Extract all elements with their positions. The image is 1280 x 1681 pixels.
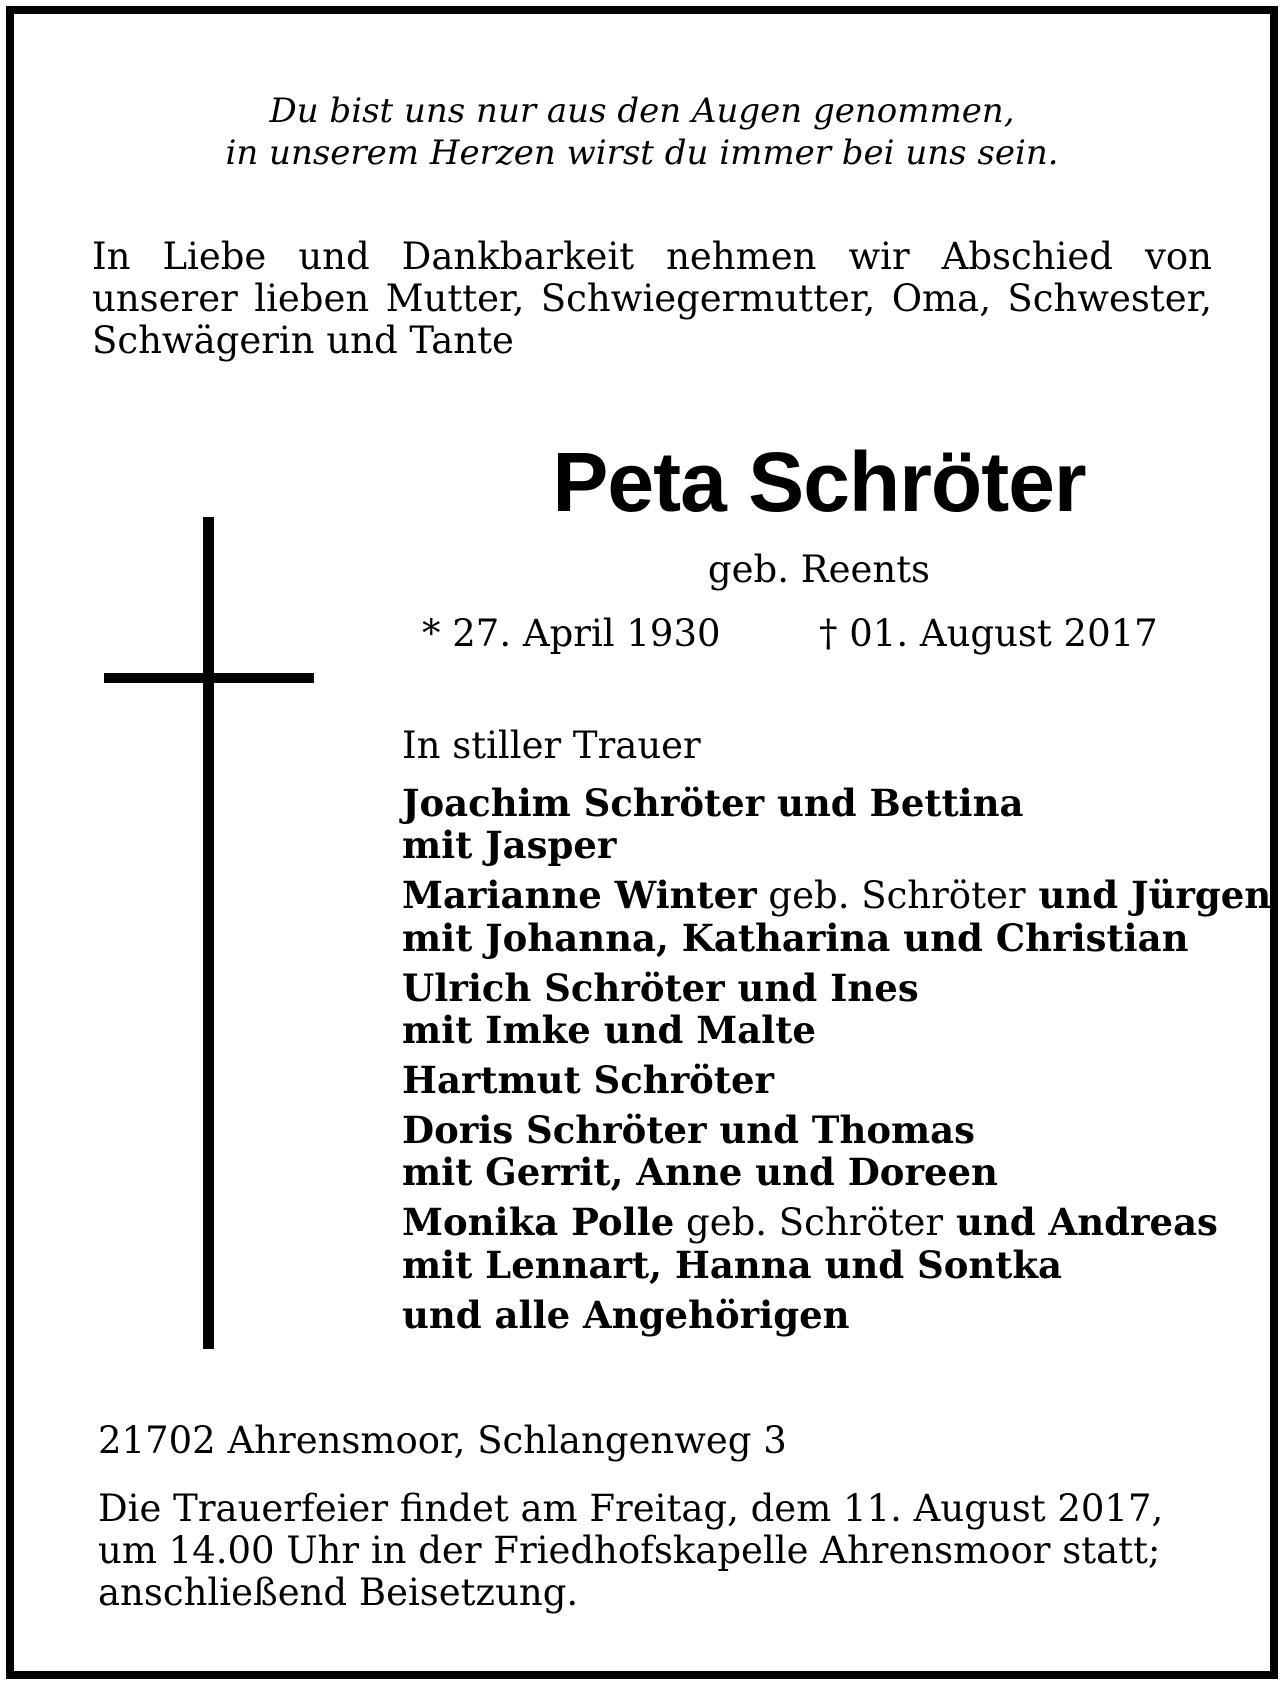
obituary-notice [14, 14, 1270, 1671]
mourner-partner: und Andreas [943, 1200, 1218, 1244]
mourner-list [402, 781, 1272, 1344]
mourner-entry [402, 1109, 1222, 1193]
mourning-heading: In stiller Trauer [402, 724, 701, 767]
intro-line: unserer lieben Mutter, Schwiegermutter, Oma, Schwester, [92, 277, 1212, 320]
mourner-entry [402, 782, 1222, 866]
mourner-entry [402, 967, 1222, 1051]
obituary-frame [6, 6, 1278, 1679]
mourner-line: und alle Angehörigen [402, 1293, 850, 1337]
motto [14, 90, 1270, 174]
intro-line: Schwägerin und Tante [92, 319, 514, 362]
cross-bar [104, 673, 314, 683]
birth-name: geb. Reents [707, 548, 931, 591]
address: 21702 Ahrensmoor, Schlangenweg 3 [98, 1419, 787, 1462]
mourner-line: Ulrich Schröter und Ines [402, 966, 919, 1010]
service-info [98, 1488, 1163, 1614]
mourner-line: Joachim Schröter und Bettina [402, 781, 1024, 825]
mourner-line: mit Lennart, Hanna und Sontka [402, 1243, 1063, 1287]
mourner-name: Monika Polle [402, 1200, 675, 1244]
mourner-entry [402, 1201, 1222, 1286]
mourner-line: mit Johanna, Katharina und Christian [402, 916, 1189, 960]
intro-line: In Liebe und Dankbarkeit nehmen wir Abschied von [92, 235, 1212, 278]
mourner-line [402, 1201, 1222, 1244]
service-line: um 14.00 Uhr in der Friedhofskapelle Ahrensmoor statt; [98, 1529, 1161, 1572]
cross-icon [203, 517, 214, 1349]
mourner-line: Doris Schröter und Thomas [402, 1108, 975, 1152]
intro-text [92, 236, 1212, 362]
mourner-line: Hartmut Schröter [402, 1058, 774, 1102]
mourner-entry [402, 1059, 1222, 1101]
mourner-line: mit Imke und Malte [402, 1008, 816, 1052]
mourner-name: Marianne Winter [402, 873, 757, 917]
mourner-birth-name: geb. Schröter [674, 1201, 944, 1244]
mourner-line: mit Gerrit, Anne und Doreen [402, 1150, 998, 1194]
motto-line: in unserem Herzen wirst du immer bei uns sein. [225, 133, 1059, 173]
service-line: anschließend Beisetzung. [98, 1571, 579, 1614]
mourner-birth-name: geb. Schröter [756, 874, 1026, 917]
death-date: † 01. August 2017 [819, 612, 1158, 655]
deceased-name: Peta Schröter [552, 435, 1086, 529]
service-line: Die Trauerfeier findet am Freitag, dem 11. August 2017, [98, 1487, 1164, 1530]
mourner-line: mit Jasper [402, 823, 617, 867]
motto-line: Du bist uns nur aus den Augen genommen, [269, 91, 1015, 131]
mourner-line [402, 873, 1272, 917]
mourner-entry [402, 1294, 1222, 1336]
mourner-entry [402, 873, 1272, 960]
mourner-partner: und Jürgen [1025, 873, 1272, 917]
birth-date: * 27. April 1930 [422, 612, 721, 655]
